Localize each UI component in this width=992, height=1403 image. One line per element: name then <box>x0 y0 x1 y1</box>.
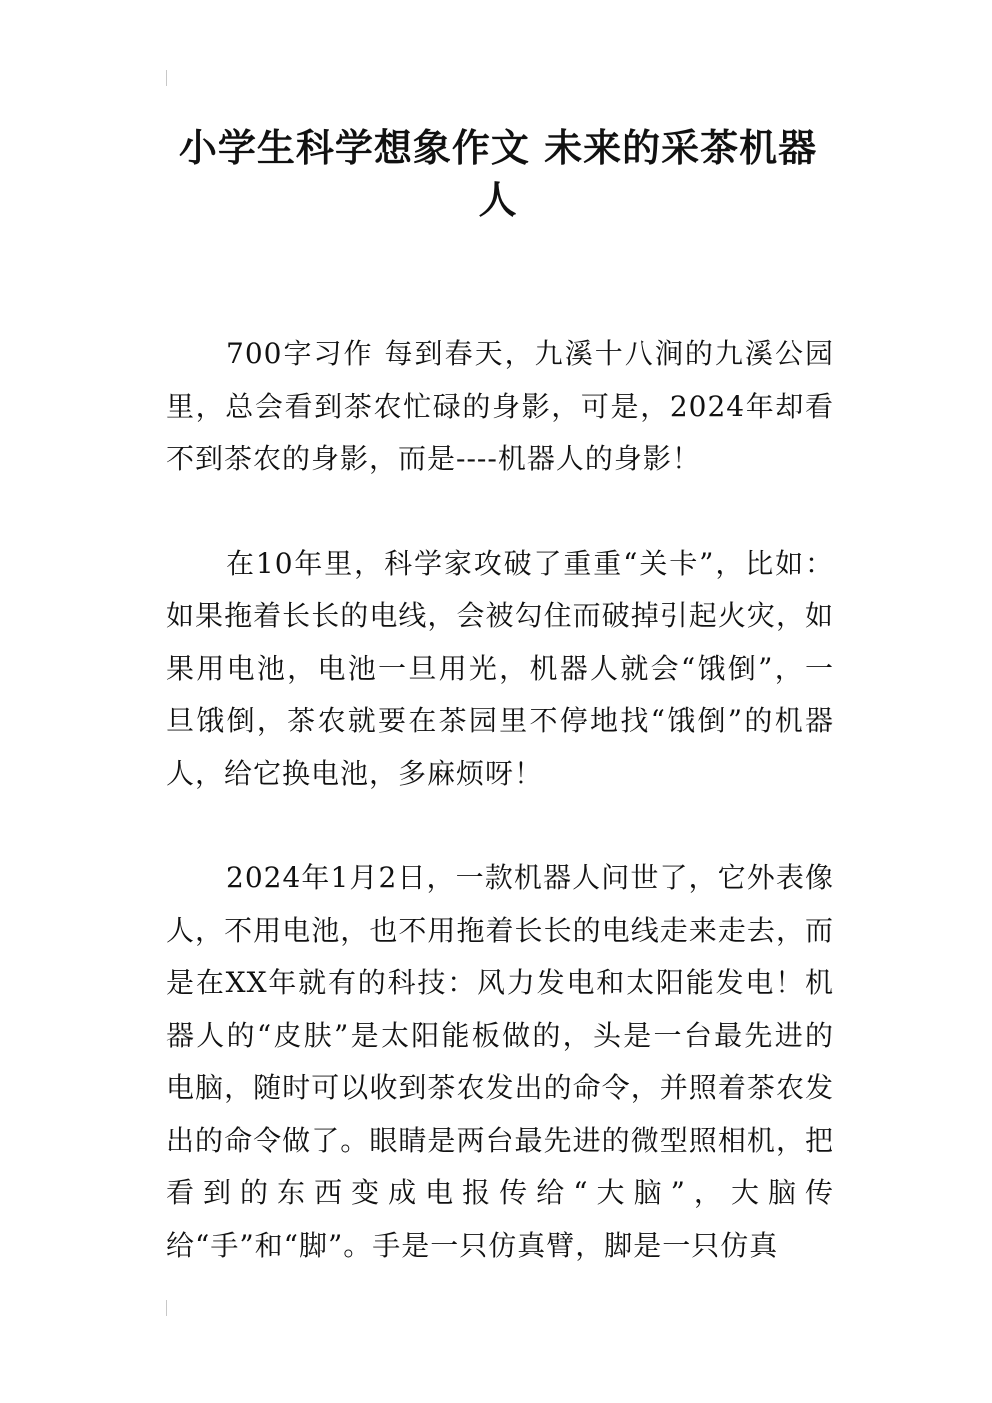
page-corner-mark-bottom <box>166 1300 167 1316</box>
article-body <box>166 328 834 1324</box>
page-corner-mark-top <box>166 70 167 86</box>
paragraph-1: 700字习作 每到春天，九溪十八涧的九溪公园里，总会看到茶农忙碌的身影，可是，2024年却看不到茶农的身影，而是----机器人的身影！ <box>166 337 834 475</box>
paragraph-3: 2024年1月2日，一款机器人问世了，它外表像人，不用电池，也不用拖着长长的电线走来走去，而是在XX年就有的科技：风力发电和太阳能发电！机器人的“皮肤”是太阳能板做的，头是一台最先进的电脑，随时可以收到茶农发出的命令，并照着茶农发出的命令做了。眼睛是两台最先进的微型照相机，把看到的东西变成电报传给“大脑”，大脑传给“手”和“脚”。手是一只仿真臂，脚是一只仿真 <box>166 861 834 1262</box>
page-title: 小学生科学想象作文 未来的采茶机器人 <box>178 126 818 222</box>
paragraph-2: 在10年里，科学家攻破了重重“关卡”，比如：如果拖着长长的电线，会被勾住而破掉引起火灾，如果用电池，电池一旦用光，机器人就会“饿倒”，一旦饿倒，茶农就要在茶园里不停地找“饿倒”的机器人，给它换电池，多麻烦呀！ <box>166 546 834 790</box>
